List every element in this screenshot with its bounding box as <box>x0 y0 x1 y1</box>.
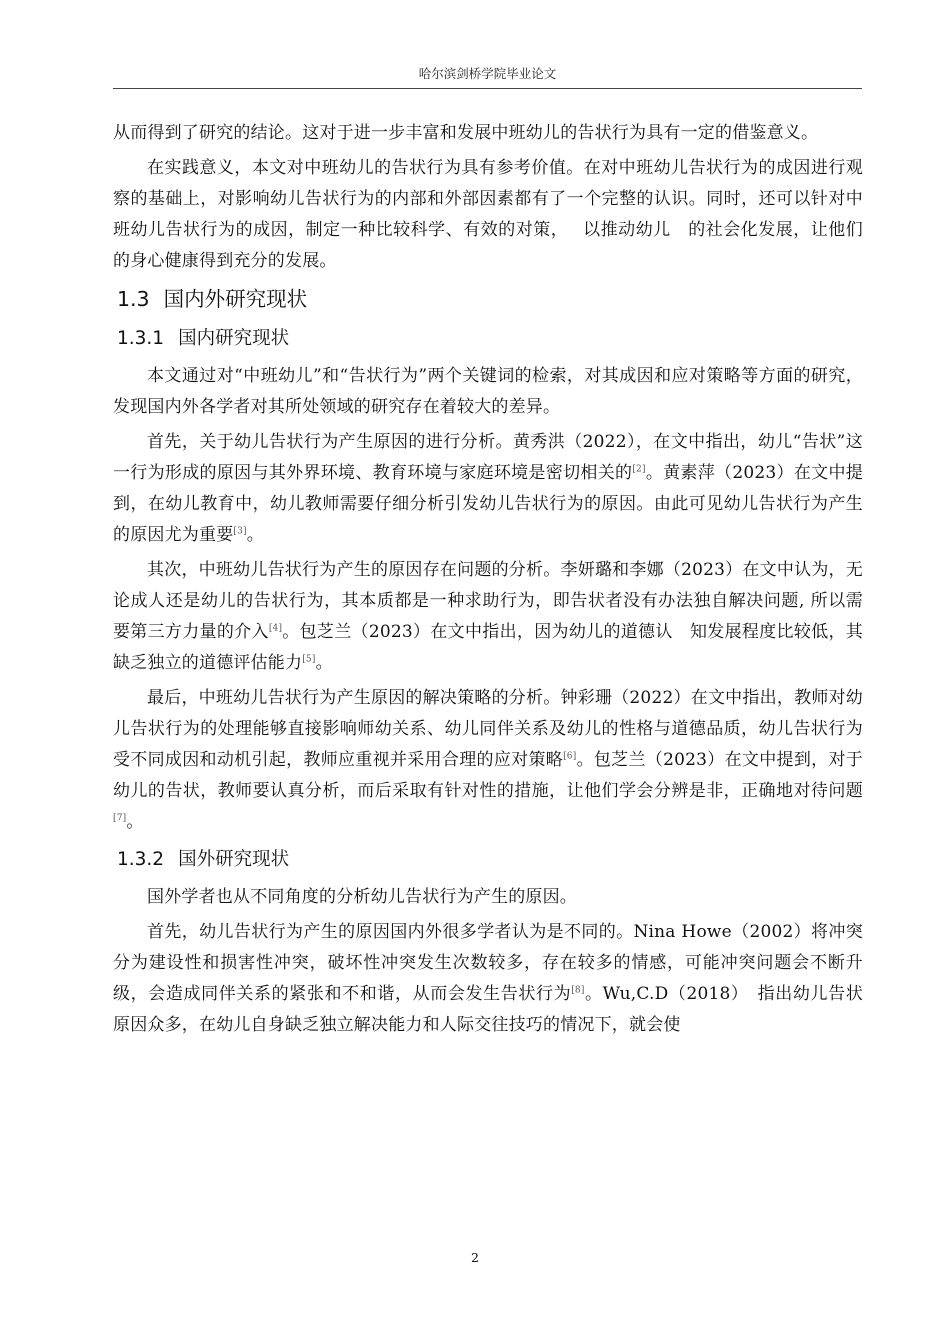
paragraph-text: 首先，关于幼儿告状行为产生原因的进行分析。黄秀洪（2022），在文中指出，幼儿“告状”这一行为形成的原因与其外界环境、教育环境与家庭环境是密切相关的 <box>113 432 863 483</box>
paragraph-continuation: 从而得到了研究的结论。这对于进一步丰富和发展中班幼儿的告状行为具有一定的借鉴意义。 <box>113 123 819 143</box>
citation-ref: [3] <box>233 526 247 537</box>
section-title: 国外研究现状 <box>178 849 290 870</box>
document-body <box>113 118 863 1041</box>
citation-ref: [5] <box>302 654 316 665</box>
paragraph-domestic-strategies <box>113 683 863 838</box>
section-heading-1-3 <box>117 283 863 315</box>
section-number: 1.3 <box>117 287 150 311</box>
paragraph-foreign-intro: 国外学者也从不同角度的分析幼儿告状行为产生的原因。 <box>147 887 577 907</box>
section-heading-1-3-2 <box>117 844 863 876</box>
paragraph-domestic-intro: 本文通过对“中班幼儿”和“告状行为”两个关键词的检索，对其成因和应对策略等方面的研究，发现国内外各学者对其所处领域的研究存在着较大的差异。 <box>113 366 863 417</box>
paragraph-text: 。 <box>126 812 144 832</box>
paragraph-text: 。 <box>246 525 264 545</box>
page-number: 2 <box>471 1250 479 1265</box>
citation-ref: [7] <box>113 813 127 824</box>
section-number: 1.3.1 <box>117 328 165 349</box>
paragraph-text: 。 <box>315 653 333 673</box>
section-number: 1.3.2 <box>117 849 165 870</box>
paragraph-text: 首先，幼儿告状行为产生的原因国内外很多学者认为是不同的。Nina Howe（2002）将冲突分为建设性和损害性冲突，破坏性冲突发生次数较多，存在较多的情感，可能冲突问题会不断升级，会造成同伴关系的紧张和不和谐，从而会发生告状行为 <box>113 922 863 1004</box>
citation-ref: [8] <box>571 985 585 996</box>
paragraph-domestic-causes <box>113 427 863 551</box>
paragraph-text: 其次，中班幼儿告状行为产生的原因存在问题的分析。李妍璐和李娜（2023）在文中认为，无论成人还是幼儿的告状行为，其本质都是一种求助行为，即告状者没有办法独自解决问题, 所以需要第三方力量的介入 <box>113 560 863 642</box>
paragraph-text: 。包芝兰（2023）在文中提到，对于幼儿的告状，教师要认真分析，而后采取有针对性的措施，让他们学会分辨是非，正确地对待问题 <box>113 750 863 801</box>
section-title: 国内外研究现状 <box>163 287 308 311</box>
citation-ref: [6] <box>563 751 577 762</box>
paragraph-practical-significance: 在实践意义，本文对中班幼儿的告状行为具有参考价值。在对中班幼儿告状行为的成因进行观察的基础上，对影响幼儿告状行为的内部和外部因素都有了一个完整的认识。同时，还可以针对中班幼儿告状行为的成因，制定一种比较科学、有效的对策， 以推动幼儿 的社会化发展，让他们的身心健康得到充分的发展。 <box>113 158 863 271</box>
page-header: 哈尔滨剑桥学院毕业论文 <box>418 66 557 81</box>
section-heading-1-3-1 <box>117 323 863 355</box>
citation-ref: [2] <box>632 464 646 475</box>
section-title: 国内研究现状 <box>178 328 290 349</box>
paragraph-text: 最后，中班幼儿告状行为产生原因的解决策略的分析。钟彩珊（2022）在文中指出，教师对幼儿告状行为的处理能够直接影响师幼关系、幼儿同伴关系及幼儿的性格与道德品质，幼儿告状行为受不同成因和动机引起，教师应重视并采用合理的应对策略 <box>113 688 863 770</box>
paragraph-text: 。包芝兰（2023）在文中指出，因为幼儿的道德认 知发展程度比较低，其缺乏独立的道德评估能力 <box>113 622 863 673</box>
paragraph-domestic-problems <box>113 555 863 679</box>
paragraph-text: 。黄素萍（2023）在文中提到，在幼儿教育中，幼儿教师需要仔细分析引发幼儿告状行为的原因。由此可见幼儿告状行为产生的原因尤为重要 <box>113 463 863 545</box>
header-divider <box>113 88 862 89</box>
paragraph-text: 。Wu,C.D（2018） 指出幼儿告状原因众多，在幼儿自身缺乏独立解决能力和人际交往技巧的情况下，就会使 <box>113 984 863 1035</box>
paragraph-foreign-causes <box>113 917 863 1041</box>
citation-ref: [4] <box>268 623 283 634</box>
